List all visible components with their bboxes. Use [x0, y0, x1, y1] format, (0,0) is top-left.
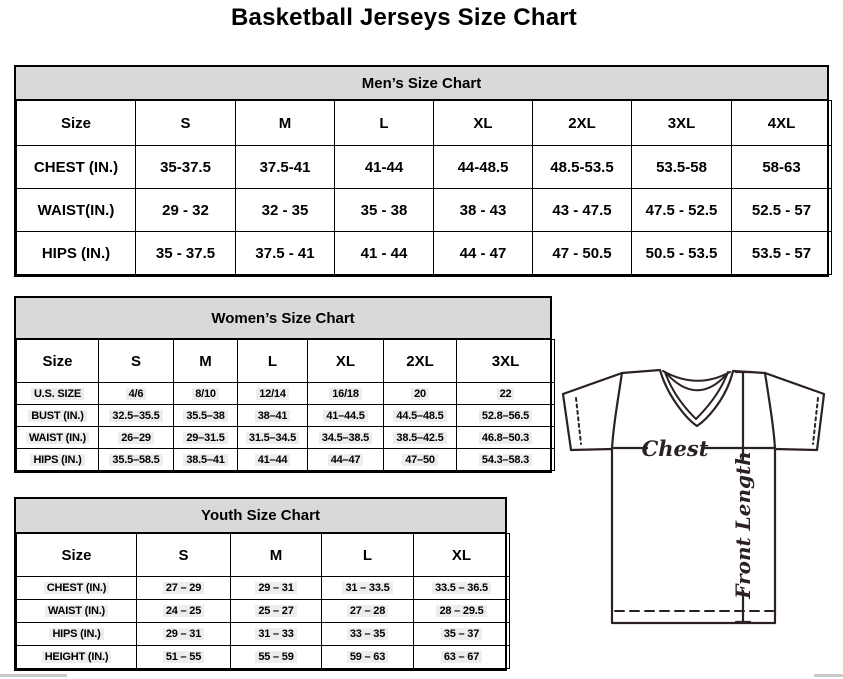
row-label: CHEST (IN.)	[17, 577, 137, 600]
column-header: Size	[17, 534, 137, 577]
data-cell: 25 – 27	[231, 600, 322, 623]
data-cell: 38–41	[238, 405, 308, 427]
data-cell: 59 – 63	[322, 646, 414, 669]
mens-table-title: Men’s Size Chart	[16, 67, 827, 100]
horizontal-scrollbar-thumb-right[interactable]	[814, 674, 843, 677]
table-row	[17, 405, 555, 427]
data-cell: 33.5 – 36.5	[414, 577, 510, 600]
data-cell: 31.5–34.5	[238, 427, 308, 449]
womens-table-grid	[16, 339, 555, 471]
data-cell: 47 - 50.5	[533, 232, 632, 275]
front-length-label: Front Length	[731, 451, 755, 599]
column-header: 3XL	[632, 101, 732, 146]
data-cell: 55 – 59	[231, 646, 322, 669]
data-cell: 54.3–58.3	[457, 449, 555, 471]
size-header-row	[17, 534, 510, 577]
data-cell: 24 – 25	[137, 600, 231, 623]
column-header: L	[238, 340, 308, 383]
data-cell: 35 – 37	[414, 623, 510, 646]
data-cell: 8/10	[174, 383, 238, 405]
data-cell: 29 - 32	[136, 189, 236, 232]
data-cell: 37.5 - 41	[236, 232, 335, 275]
data-cell: 63 – 67	[414, 646, 510, 669]
row-label: HIPS (IN.)	[17, 623, 137, 646]
jersey-armhole-seam-left	[612, 373, 622, 449]
row-label: HIPS (IN.)	[17, 232, 136, 275]
table-row	[17, 383, 555, 405]
column-header: Size	[17, 340, 99, 383]
size-header-row	[17, 101, 832, 146]
jersey-vneck-inner-line	[665, 372, 728, 419]
data-cell: 35.5–58.5	[99, 449, 174, 471]
jersey-outline	[563, 370, 824, 623]
data-cell: 29 – 31	[231, 577, 322, 600]
table-row	[17, 427, 555, 449]
horizontal-scrollbar-thumb-left[interactable]	[0, 674, 67, 677]
jersey-armhole-seam-right	[765, 373, 775, 449]
jersey-measurement-diagram	[556, 360, 843, 679]
column-header: 2XL	[533, 101, 632, 146]
row-label: U.S. SIZE	[17, 383, 99, 405]
youth-size-table	[14, 497, 507, 671]
data-cell: 29–31.5	[174, 427, 238, 449]
data-cell: 28 – 29.5	[414, 600, 510, 623]
table-row	[17, 449, 555, 471]
data-cell: 51 – 55	[137, 646, 231, 669]
column-header: L	[335, 101, 434, 146]
data-cell: 53.5-58	[632, 146, 732, 189]
data-cell: 20	[384, 383, 457, 405]
data-cell: 35 - 38	[335, 189, 434, 232]
sleeve-cuff-dash-right	[813, 398, 818, 444]
womens-table-title: Women’s Size Chart	[16, 298, 550, 339]
table-row	[17, 189, 832, 232]
youth-table-grid	[16, 533, 510, 669]
chest-label: Chest	[641, 436, 709, 461]
data-cell: 26–29	[99, 427, 174, 449]
data-cell: 53.5 - 57	[732, 232, 832, 275]
row-label: HIPS (IN.)	[17, 449, 99, 471]
data-cell: 47–50	[384, 449, 457, 471]
data-cell: 35 - 37.5	[136, 232, 236, 275]
column-header: 2XL	[384, 340, 457, 383]
table-row	[17, 646, 510, 669]
data-cell: 41-44	[335, 146, 434, 189]
data-cell: 27 – 29	[137, 577, 231, 600]
column-header: M	[174, 340, 238, 383]
data-cell: 16/18	[308, 383, 384, 405]
size-header-row	[17, 340, 555, 383]
row-label: WAIST (IN.)	[17, 427, 99, 449]
data-cell: 35.5–38	[174, 405, 238, 427]
data-cell: 58-63	[732, 146, 832, 189]
data-cell: 41 - 44	[335, 232, 434, 275]
youth-table-title: Youth Size Chart	[16, 499, 505, 533]
column-header: M	[236, 101, 335, 146]
data-cell: 44–47	[308, 449, 384, 471]
data-cell: 41–44	[238, 449, 308, 471]
data-cell: 38.5–41	[174, 449, 238, 471]
column-header: S	[136, 101, 236, 146]
data-cell: 34.5–38.5	[308, 427, 384, 449]
data-cell: 35-37.5	[136, 146, 236, 189]
table-row	[17, 577, 510, 600]
column-header: L	[322, 534, 414, 577]
row-label: WAIST(IN.)	[17, 189, 136, 232]
column-header: XL	[414, 534, 510, 577]
page-title: Basketball Jerseys Size Chart	[231, 4, 577, 31]
data-cell: 43 - 47.5	[533, 189, 632, 232]
row-label: CHEST (IN.)	[17, 146, 136, 189]
column-header: XL	[308, 340, 384, 383]
data-cell: 32 - 35	[236, 189, 335, 232]
data-cell: 44.5–48.5	[384, 405, 457, 427]
table-row	[17, 623, 510, 646]
data-cell: 50.5 - 53.5	[632, 232, 732, 275]
column-header: S	[99, 340, 174, 383]
data-cell: 31 – 33.5	[322, 577, 414, 600]
womens-size-table	[14, 296, 552, 473]
column-header: 4XL	[732, 101, 832, 146]
mens-size-table	[14, 65, 829, 277]
data-cell: 48.5-53.5	[533, 146, 632, 189]
data-cell: 12/14	[238, 383, 308, 405]
column-header: XL	[434, 101, 533, 146]
table-row	[17, 232, 832, 275]
data-cell: 27 – 28	[322, 600, 414, 623]
data-cell: 4/6	[99, 383, 174, 405]
data-cell: 52.5 - 57	[732, 189, 832, 232]
data-cell: 29 – 31	[137, 623, 231, 646]
mens-table-grid	[16, 100, 832, 275]
data-cell: 37.5-41	[236, 146, 335, 189]
data-cell: 47.5 - 52.5	[632, 189, 732, 232]
data-cell: 38.5–42.5	[384, 427, 457, 449]
column-header: Size	[17, 101, 136, 146]
data-cell: 33 – 35	[322, 623, 414, 646]
column-header: 3XL	[457, 340, 555, 383]
data-cell: 22	[457, 383, 555, 405]
table-row	[17, 146, 832, 189]
row-label: WAIST (IN.)	[17, 600, 137, 623]
table-row	[17, 600, 510, 623]
sleeve-cuff-dash-left	[576, 398, 581, 444]
data-cell: 32.5–35.5	[99, 405, 174, 427]
column-header: S	[137, 534, 231, 577]
data-cell: 44 - 47	[434, 232, 533, 275]
data-cell: 44-48.5	[434, 146, 533, 189]
column-header: M	[231, 534, 322, 577]
row-label: HEIGHT (IN.)	[17, 646, 137, 669]
data-cell: 31 – 33	[231, 623, 322, 646]
data-cell: 46.8–50.3	[457, 427, 555, 449]
data-cell: 52.8–56.5	[457, 405, 555, 427]
data-cell: 38 - 43	[434, 189, 533, 232]
row-label: BUST (IN.)	[17, 405, 99, 427]
data-cell: 41–44.5	[308, 405, 384, 427]
